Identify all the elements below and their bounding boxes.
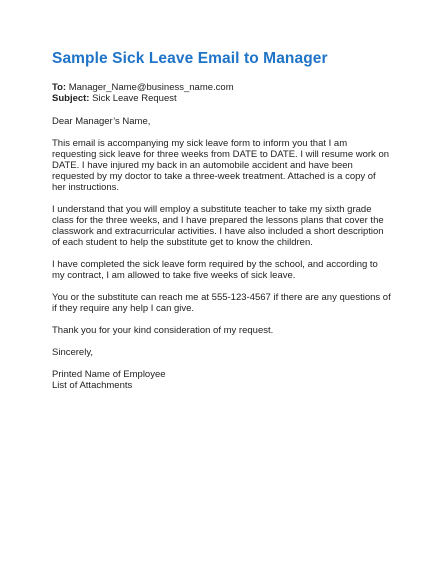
page-title: Sample Sick Leave Email to Manager [52,50,328,67]
subject-label: Subject: [52,93,90,104]
letter-page [52,50,392,391]
signature-block [52,369,392,391]
greeting: Dear Manager’s Name, [52,116,151,127]
paragraph-1: This email is accompanying my sick leave form to inform you that I am requesting sick leave for three weeks from DATE to DATE. I will resume work on DATE. I have injured my back in an automobile accident and have been requested by my doctor to take a three-week treatment. Attached is a copy of her instructions. [52,138,390,193]
to-label: To: [52,82,67,93]
signature-name: Printed Name of Employee [52,369,166,380]
paragraph-3: I have completed the sick leave form required by the school, and according to my contract, I am allowed to take five weeks of sick leave. [52,259,378,281]
closing-text: Sincerely, [52,347,94,358]
paragraph-5: Thank you for your kind consideration of my request. [52,325,274,336]
paragraph-4: You or the substitute can reach me at 555-123-4567 if there are any questions of if they require any help I can give. [52,292,391,314]
to-value: Manager_Name@business_name.com [68,82,234,93]
signature-attachments: List of Attachments [52,380,133,391]
subject-line [52,93,392,104]
subject-value: Sick Leave Request [92,93,177,104]
to-line [52,82,392,93]
closing [52,347,392,358]
paragraph-2: I understand that you will employ a substitute teacher to take my sixth grade class for the three weeks, and I have prepared the lessons plans that cover the classwork and extracurricular activities. I have also included a short description of each student to help the substitute get to know the children. [52,204,384,248]
